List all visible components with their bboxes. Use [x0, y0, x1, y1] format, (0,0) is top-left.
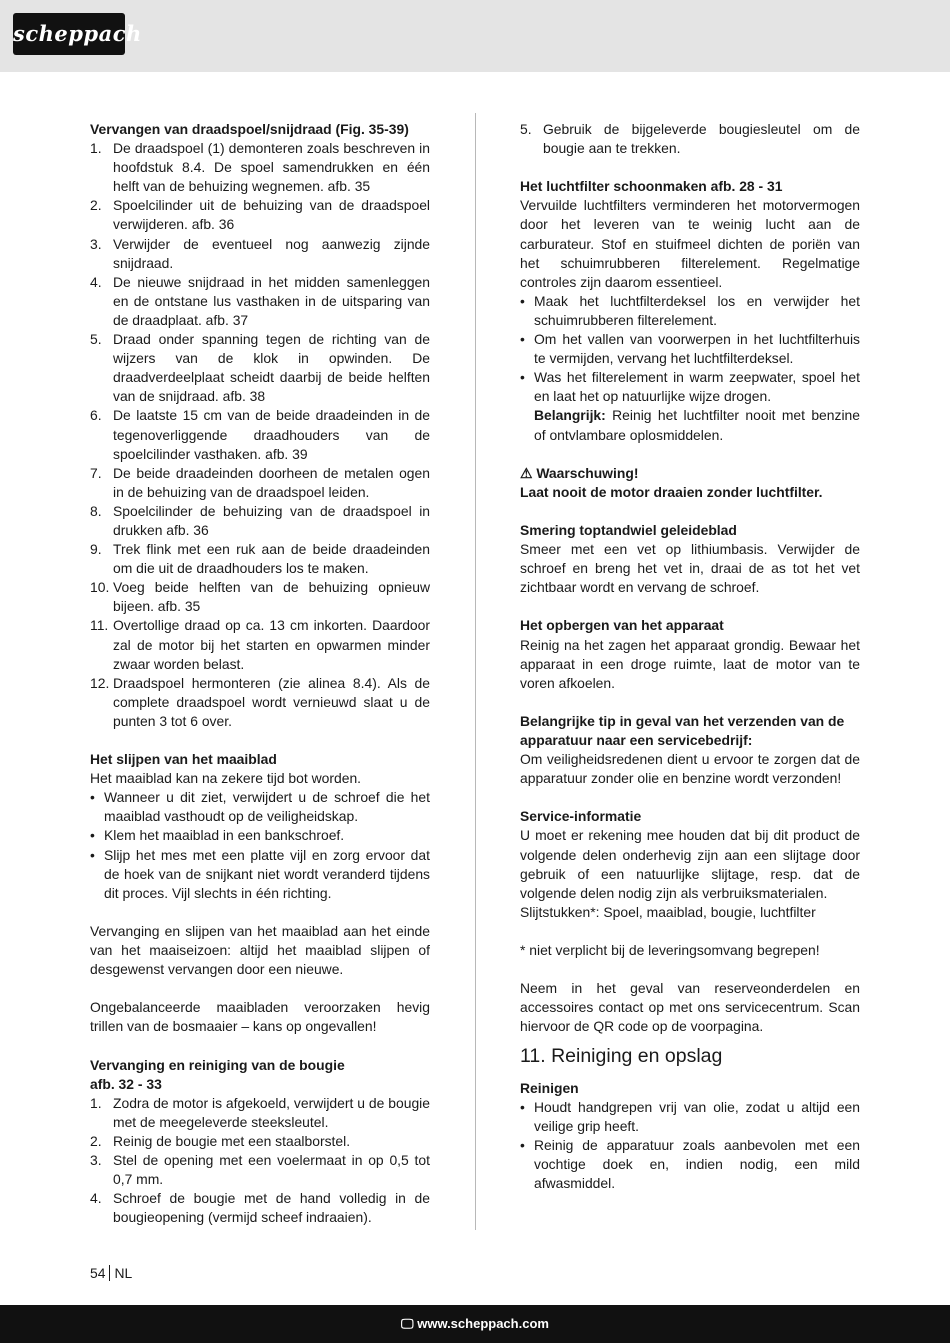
section-title: Smering toptandwiel geleideblad [520, 521, 737, 538]
list-item: 1. Zodra de motor is afgekoeld, verwijdert u de bougie met de meegeleverde steeksleutel. [90, 1094, 430, 1130]
paragraph: Smeer met een vet op lithiumbasis. Verwijder de schroef en breng het vet in, draai de as tot het vet zichtbaar wordt en vervang de schroef. [520, 541, 860, 596]
right-column [520, 120, 860, 1193]
list-item: 9. Trek flink met een ruk aan de beide draadeinden om die uit de draadhouders los te maken. [90, 541, 430, 577]
chapter-heading: 11. Reiniging en opslag [520, 1044, 723, 1067]
paragraph: * niet verplicht bij de leveringsomvang begrepen! [520, 942, 820, 959]
section-title: Het luchtfilter schoonmaken afb. 28 - 31 [520, 178, 783, 195]
list-item: • Maak het luchtfilterdeksel los en verwijder het schuimrubberen filterelement. [520, 292, 860, 328]
section-title: Het opbergen van het apparaat [520, 617, 724, 634]
list-item: 11. Overtollige draad op ca. 13 cm inkorten. Daardoor zal de motor bij het starten en opwarmen minder zwaar worden belast. [90, 617, 430, 672]
list-item: • Slijp het mes met een platte vijl en zorg ervoor dat de hoek van de snijkant niet wordt veranderd tijdens dit proces. Vijl slechts in één richting. [90, 846, 430, 901]
page-number: 54 NL [90, 1265, 133, 1281]
list-item: 10. Voeg beide helften van de behuizing opnieuw bijeen. afb. 35 [90, 579, 430, 615]
section-title: Service-informatie [520, 808, 642, 825]
list-item-note: Belangrijk: Reinig het luchtfilter nooit met benzine of ontvlambare oplosmiddelen. [534, 407, 860, 443]
paragraph: Vervanging en slijpen van het maaiblad aan het einde van het maaiseizoen: altijd het maaiblad slijpen of desgewenst vervangen door een nieuwe. [90, 922, 430, 978]
warning-text: Laat nooit de motor draaien zonder luchtfilter. [520, 483, 823, 500]
list-item: 1. De draadspoel (1) demonteren zoals beschreven in hoofdstuk 8.4. De spoel samendrukken en één helft van de behuizing wegnemen. afb. 35 [90, 140, 430, 195]
list-item: 2. Spoelcilinder uit de behuizing van de draadspoel verwijderen. afb. 36 [90, 197, 430, 233]
paragraph: U moet er rekening mee houden dat bij dit product de volgende delen onderhevig zijn aan een slijtage door gebruik of een natuurlijke slijtage, resp. dat de volgende delen nodig zijn als verbruiksmaterialen. [520, 827, 860, 901]
list-item: 3. Stel de opening met een voelermaat in op 0,5 tot 0,7 mm. [90, 1152, 430, 1188]
warning-icon: ⚠ [520, 464, 533, 481]
list-item: 4. Schroef de bougie met de hand volledig in de bougieopening (vermijd scheef indraaien). [90, 1190, 430, 1226]
page-header [0, 0, 950, 72]
section-title: Vervanging en reiniging van de bougie [90, 1056, 345, 1073]
monitor-icon: 🖵 [401, 1316, 414, 1331]
paragraph: Ongebalanceerde maaibladen veroorzaken hevig trillen van de bosmaaier – kans op ongevallen! [90, 999, 430, 1035]
warning-title: ⚠ Waarschuwing! [520, 464, 639, 481]
section-title: Reinigen [520, 1079, 579, 1096]
list-item: 12. Draadspoel hermonteren (zie alinea 8.4). Als de complete draadspoel wordt vernieuwd slaat u de punten 3 tot 6 over. [90, 674, 430, 729]
column-divider [475, 113, 476, 1230]
list-item: • Klem het maaiblad in een bankschroef. [90, 827, 345, 844]
numbered-list [90, 139, 430, 731]
list-item: • Reinig de apparatuur zoals aanbevolen met een vochtige doek en, indien nodig, een mild afwasmiddel. [520, 1136, 860, 1191]
note-label: Belangrijk: [534, 407, 606, 424]
list-item: • Houdt handgrepen vrij van olie, zodat u altijd een veilige grip heeft. [520, 1098, 860, 1134]
paragraph: Het maaiblad kan na zekere tijd bot worden. [90, 770, 362, 787]
list-item: 5. Gebruik de bijgeleverde bougiesleutel om de bougie aan te trekken. [520, 121, 860, 157]
section-title: Vervangen van draadspoel/snijdraad (Fig. 35-39) [90, 121, 409, 137]
list-item: 6. De laatste 15 cm van de beide draadeinden in de tegenoverliggende draadhouders van de spoelcilinder vasthaken. afb. 39 [90, 407, 430, 462]
numbered-list [520, 120, 860, 158]
section-title: Belangrijke tip in geval van het verzenden van de apparatuur naar een servicebedrijf: [520, 712, 845, 748]
section-title: Het slijpen van het maaiblad [90, 751, 277, 768]
bullet-list [90, 788, 430, 903]
list-item: • Was het filterelement in warm zeepwater, spoel het en laat het op natuurlijke wijze drogen. [520, 369, 860, 405]
bullet-list [520, 1098, 860, 1193]
bullet-list [520, 292, 860, 445]
left-column [90, 120, 430, 1227]
section-subtitle: afb. 32 - 33 [90, 1075, 162, 1092]
list-item: 5. Draad onder spanning tegen de richting van de wijzers van de klok in opwinden. De draadverdeelplaat scheidt daarbij de beide helften van de snijdraad. afb. 38 [90, 331, 430, 405]
scheppach-logo: scheppach [13, 13, 125, 55]
page-footer [0, 1305, 950, 1343]
list-item: • Om het vallen van voorwerpen in het luchtfilterhuis te vermijden, vervang het luchtfilterdeksel. [520, 331, 860, 367]
list-item: 8. Spoelcilinder de behuizing van de draadspoel in drukken afb. 36 [90, 502, 430, 538]
numbered-list [90, 1094, 430, 1228]
website-url[interactable]: www.scheppach.com [417, 1316, 549, 1331]
paragraph: Vervuilde luchtfilters verminderen het motorvermogen door het leveren van te weinig lucht aan de carburateur. Stof en stuifmeel dichten de poriën van het schuimrubberen filterelement. Regelmatige controles zijn daarom essentieel. [520, 197, 860, 290]
list-item: 7. De beide draadeinden doorheen de metalen ogen in de behuizing van de draadspoel leiden. [90, 464, 430, 500]
list-item: 3. Verwijder de eventueel nog aanwezig zijnde snijdraad. [90, 235, 430, 271]
list-item: • Wanneer u dit ziet, verwijdert u de schroef die het maaiblad vasthoudt op de veiligheidskap. [90, 789, 430, 825]
paragraph: Neem in het geval van reserveonderdelen en accessoires contact op met ons servicecentrum. Scan hiervoor de QR code op de voorpagina. [520, 980, 860, 1035]
list-item: 2. Reinig de bougie met een staalborstel. [90, 1132, 351, 1149]
paragraph: Slijtstukken*: Spoel, maaiblad, bougie, luchtfilter [520, 903, 816, 920]
list-item: 4. De nieuwe snijdraad in het midden samenleggen en de ontstane lus vasthaken in de uitsparing van de draadplaat. afb. 37 [90, 273, 430, 328]
paragraph: Om veiligheidsredenen dient u ervoor te zorgen dat de apparatuur zonder olie en benzine wordt verzonden! [520, 751, 860, 787]
paragraph: Reinig na het zagen het apparaat grondig. Bewaar het apparaat in een droge ruimte, laat de motor van te voren afkoelen. [520, 636, 860, 691]
